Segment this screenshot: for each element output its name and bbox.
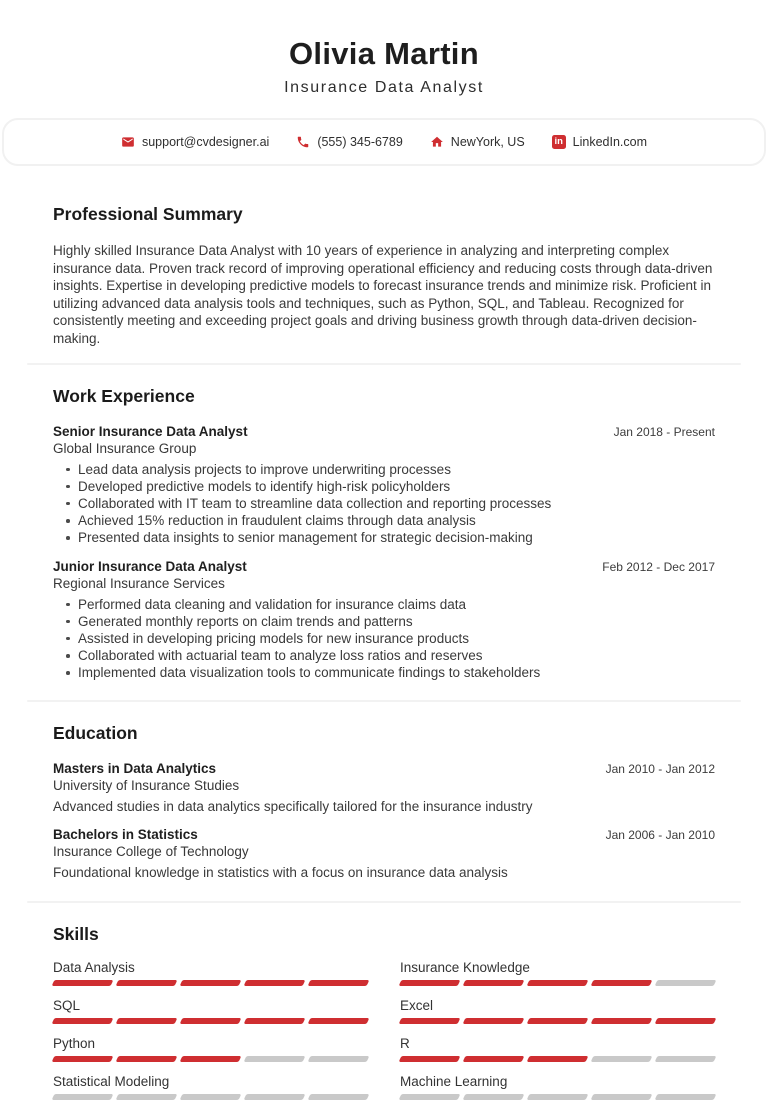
section-work-experience [0, 386, 768, 682]
skill-item [53, 1075, 368, 1100]
skill-name: Insurance Knowledge [400, 959, 530, 975]
skill-bar-segment [527, 1018, 589, 1024]
contact-phone-text: (555) 345-6789 [317, 135, 403, 149]
degree-title: Bachelors in Statistics [53, 826, 198, 842]
job-title: Senior Insurance Data Analyst [53, 423, 248, 439]
skill-bar-segment [116, 1056, 178, 1062]
skill-item [400, 1037, 715, 1062]
skill-bar-segment [308, 980, 370, 986]
skill-name: Data Analysis [53, 959, 135, 975]
skill-bar-segment [591, 980, 653, 986]
skill-name: Excel [400, 997, 434, 1013]
skill-item [400, 999, 715, 1024]
skill-name: Python [53, 1035, 96, 1051]
skill-bar-segment [52, 1056, 114, 1062]
skill-bar-segment [463, 1018, 525, 1024]
skill-bar-segment [244, 1056, 306, 1062]
skill-bar-segment [527, 1056, 589, 1062]
skill-bar-segment [116, 1018, 178, 1024]
skill-bar-segment [655, 1056, 717, 1062]
skill-item [53, 999, 368, 1024]
experience-heading: Work Experience [53, 385, 195, 406]
skill-bar-segment [308, 1056, 370, 1062]
job-entry [53, 559, 715, 682]
skill-bar-segment [180, 1094, 242, 1100]
job-bullet: Generated monthly reports on claim trends and patterns [53, 613, 715, 630]
skill-bar-segment [399, 1094, 461, 1100]
degree-dates: Jan 2010 - Jan 2012 [605, 761, 715, 776]
degree-title: Masters in Data Analytics [53, 760, 217, 776]
degree-header [53, 827, 715, 843]
section-divider [27, 901, 741, 903]
skill-bar-segment [244, 1018, 306, 1024]
job-bullet: Presented data insights to senior management for strategic decision-making [53, 529, 715, 546]
job-header [53, 559, 715, 575]
skill-level-bar [53, 1056, 368, 1062]
summary-text: Highly skilled Insurance Data Analyst with 10 years of experience in analyzing and interpreting complex insurance data. Proven track record of improving operational efficiency and reducing costs through data-driven insights. Expertise in developing predictive models to forecast insurance trends and minimize risk. Proficient in utilizing advanced data analysis tools and techniques, such as Python, SQL, and Tableau. Recognized for consistently meeting and exceeding project goals and driving business growth through data-driven decision-making. [53, 243, 713, 346]
skill-bar-segment [116, 980, 178, 986]
skill-level-bar [400, 1094, 715, 1100]
skill-bar-segment [463, 1094, 525, 1100]
degree-school: University of Insurance Studies [53, 777, 240, 793]
job-bullet-list [53, 596, 715, 682]
section-divider [27, 700, 741, 702]
contact-location-text: NewYork, US [450, 135, 525, 149]
skill-bar-segment [591, 1094, 653, 1100]
skill-bar-segment [655, 1094, 717, 1100]
person-job-title: Insurance Data Analyst [284, 79, 484, 96]
skill-bar-segment [399, 1056, 461, 1062]
home-icon [430, 135, 444, 149]
skill-bar-segment [591, 1056, 653, 1062]
job-entry [53, 424, 715, 547]
skill-bar-segment [463, 1056, 525, 1062]
job-dates: Jan 2018 - Present [613, 424, 715, 439]
skill-bar-segment [180, 980, 242, 986]
job-bullet: Achieved 15% reduction in fraudulent claims through data analysis [53, 512, 715, 529]
job-company: Regional Insurance Services [53, 575, 225, 591]
skill-bar-segment [527, 1094, 589, 1100]
linkedin-icon: in [552, 135, 566, 149]
job-bullet: Collaborated with actuarial team to analyze loss ratios and reserves [53, 647, 715, 664]
degree-description: Foundational knowledge in statistics with a focus on insurance data analysis [53, 864, 508, 880]
skill-bar-segment [244, 980, 306, 986]
skill-level-bar [400, 1056, 715, 1062]
skill-bar-segment [180, 1056, 242, 1062]
contact-email[interactable] [121, 135, 269, 149]
skill-bar-segment [591, 1018, 653, 1024]
contact-linkedin[interactable] [552, 135, 647, 149]
skill-bar-segment [527, 980, 589, 986]
skill-bar-segment [116, 1094, 178, 1100]
skill-level-bar [400, 980, 715, 986]
skills-heading: Skills [53, 923, 99, 944]
section-divider [27, 363, 741, 365]
skill-bar-segment [655, 1018, 717, 1024]
skill-bar-segment [244, 1094, 306, 1100]
section-education [0, 723, 768, 881]
job-bullet: Implemented data visualization tools to communicate findings to stakeholders [53, 664, 715, 681]
job-header [53, 424, 715, 440]
skill-level-bar [53, 980, 368, 986]
degree-entry [53, 827, 715, 881]
skill-item [400, 1075, 715, 1100]
section-skills [0, 924, 768, 1113]
degree-description: Advanced studies in data analytics specifically tailored for the insurance industry [53, 798, 533, 814]
job-bullet: Performed data cleaning and validation for insurance claims data [53, 596, 715, 613]
contact-email-text: support@cvdesigner.ai [141, 135, 270, 149]
degree-entry [53, 761, 715, 815]
phone-icon [296, 135, 310, 149]
degree-school: Insurance College of Technology [53, 843, 249, 859]
skill-bar-segment [308, 1094, 370, 1100]
skill-item [400, 961, 715, 986]
skill-name: Statistical Modeling [53, 1073, 170, 1089]
job-bullet-list [53, 461, 715, 547]
skill-level-bar [53, 1018, 368, 1024]
skill-level-bar [53, 1094, 368, 1100]
skill-bar-segment [308, 1018, 370, 1024]
job-dates: Feb 2012 - Dec 2017 [602, 559, 715, 574]
contact-location[interactable] [430, 135, 525, 149]
contact-bar [2, 118, 766, 166]
resume-page [0, 36, 768, 1113]
education-heading: Education [53, 722, 138, 743]
degree-dates: Jan 2006 - Jan 2010 [605, 827, 715, 842]
job-bullet: Developed predictive models to identify high-risk policyholders [53, 478, 715, 495]
person-name: Olivia Martin [289, 36, 479, 71]
job-bullet: Assisted in developing pricing models for new insurance products [53, 630, 715, 647]
envelope-icon [121, 135, 135, 149]
job-title: Junior Insurance Data Analyst [53, 558, 247, 574]
job-company: Global Insurance Group [53, 440, 197, 456]
skill-bar-segment [52, 1018, 114, 1024]
section-professional-summary [0, 204, 768, 348]
summary-heading: Professional Summary [53, 204, 243, 224]
job-bullet: Collaborated with IT team to streamline data collection and reporting processes [53, 495, 715, 512]
job-bullet: Lead data analysis projects to improve underwriting processes [53, 461, 715, 478]
skill-name: SQL [53, 997, 81, 1013]
skills-grid [53, 961, 715, 1113]
skill-bar-segment [52, 980, 114, 986]
contact-linkedin-text: LinkedIn.com [572, 135, 648, 149]
skill-item [53, 961, 368, 986]
degree-header [53, 761, 715, 777]
skill-bar-segment [399, 1018, 461, 1024]
skill-level-bar [400, 1018, 715, 1024]
contact-phone[interactable] [296, 135, 402, 149]
skill-bar-segment [463, 980, 525, 986]
skill-item [53, 1037, 368, 1062]
skill-bar-segment [180, 1018, 242, 1024]
skill-name: R [400, 1035, 410, 1051]
skill-bar-segment [52, 1094, 114, 1100]
skill-bar-segment [655, 980, 717, 986]
skill-bar-segment [399, 980, 461, 986]
skill-name: Machine Learning [400, 1073, 508, 1089]
